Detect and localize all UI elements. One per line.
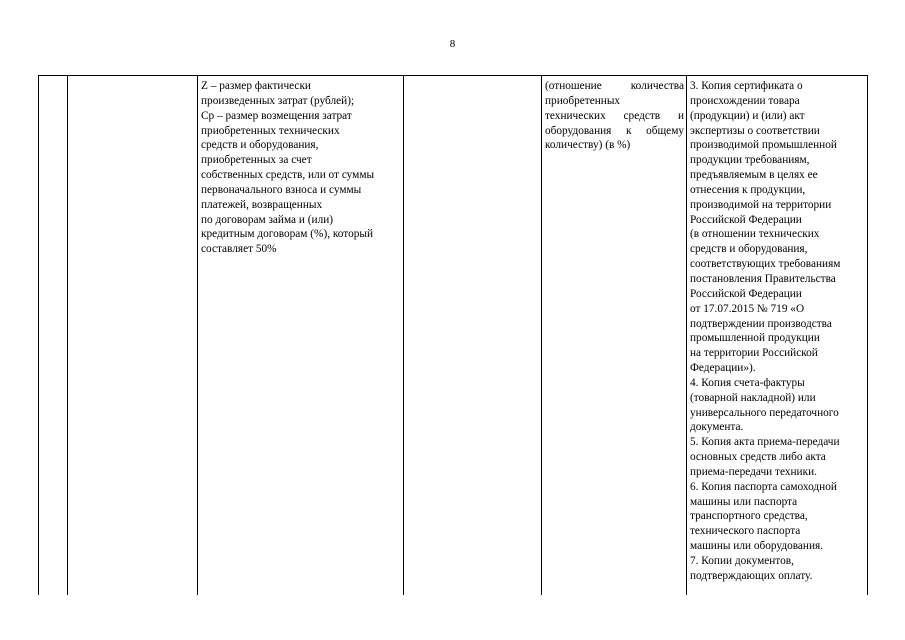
text-line: оборудования к общему [545,124,684,137]
text-line: машины или паспорта [690,495,798,508]
text-line: от 17.07.2015 № 719 «О [690,302,805,315]
text-line: на территории Российской [690,347,818,360]
text-line: производимой на территории [690,198,832,211]
page-number: 8 [449,38,456,50]
text-line: технического паспорта [690,525,801,538]
text-line: (в отношении технических [690,228,820,241]
text-line: 3. Копия сертификата о [690,80,803,92]
text-line: произведенных затрат (рублей); [201,94,355,107]
table-cell-col1 [39,76,68,596]
text-line: Российской Федерации [690,287,802,300]
text-line: по договорам займа и (или) [201,213,334,226]
text-line: основных средств либо акта [690,451,826,464]
text-line: составляет 50% [201,243,277,256]
table-cell-formula-notes [198,76,404,596]
text-line: приема-передачи техники. [690,465,817,478]
documents-list-text [690,79,865,584]
table-cell-ratio-note [542,76,687,596]
text-line: (продукции) и (или) акт [690,109,805,122]
text-line: платежей, возвращенных [201,198,323,211]
text-line: документа. [690,421,744,434]
text-line: технических средств и [545,109,684,122]
text-line: подтверждении производства [690,317,832,330]
text-line: соответствующих требованиям [690,258,841,271]
text-line: 6. Копия паспорта самоходной [690,480,837,493]
text-line: (отношение количества [545,80,684,92]
text-line: промышленной продукции [690,332,820,345]
text-line: продукции требованиям, [690,154,810,167]
text-line: 5. Копия акта приема-передачи [690,436,840,449]
text-line: приобретенных [545,94,621,107]
text-line: 4. Копия счета-фактуры [690,376,805,389]
text-line: производимой промышленной [690,139,837,152]
text-line: предъявляемым в целях ее [690,169,818,182]
text-line: собственных средств, или от суммы [201,169,375,182]
text-line: универсального передаточного [690,406,839,419]
table-cell-documents-list [687,76,868,596]
text-line: количеству) (в %) [545,139,631,152]
text-line: Федерации»). [690,362,756,375]
table-cell-col2 [68,76,198,596]
text-line: Российской Федерации [690,213,802,226]
formula-notes-text [201,79,401,257]
text-line: происхождении товара [690,94,800,107]
text-line: подтверждающих оплату. [690,569,813,582]
text-line: кредитным договорам (%), который [201,228,373,241]
text-line: машины или оборудования. [690,540,824,553]
text-line: экспертизы о соответствии [690,124,820,137]
text-line: приобретенных за счет [201,154,312,167]
ratio-note-text [545,79,684,153]
text-line: средств и оборудования, [690,243,808,256]
text-line: Z – размер фактически [201,80,311,92]
text-line: транспортного средства, [690,510,808,523]
table-cell-col4 [404,76,542,596]
text-line: Cp – размер возмещения затрат [201,109,352,122]
document-table [38,75,868,595]
text-line: (товарной накладной) или [690,391,816,404]
text-line: средств и оборудования, [201,139,319,152]
text-line: первоначального взноса и суммы [201,183,362,196]
text-line: отнесения к продукции, [690,183,806,196]
text-line: приобретенных технических [201,124,340,137]
table-row [39,76,868,596]
text-line: 7. Копии документов, [690,555,794,567]
text-line: постановления Правительства [690,272,836,285]
